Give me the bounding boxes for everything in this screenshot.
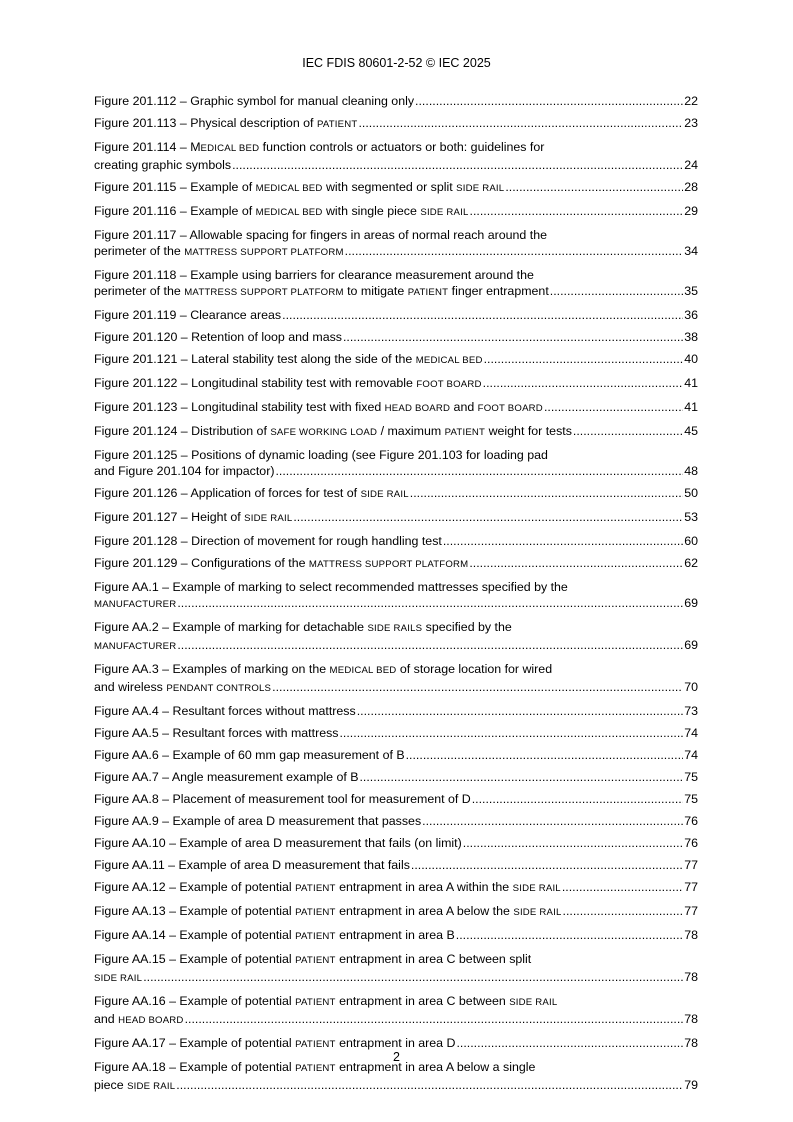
toc-entry-line (94, 267, 698, 283)
title-text: Figure AA.16 – Example of potential (94, 994, 296, 1008)
defined-term: PATIENT (407, 287, 449, 298)
defined-term: SIDE RAIL (94, 973, 143, 984)
toc-entry (94, 747, 698, 763)
title-text: Figure 201.123 – Longitudinal stability test with fixed (94, 400, 385, 414)
toc-page-number: 78 (684, 1036, 698, 1050)
title-text: to mitigate (343, 284, 408, 298)
dot-leader (232, 157, 683, 173)
title-text: entrapment in area D (335, 1036, 456, 1050)
toc-entry-title (94, 533, 442, 549)
dot-leader (339, 725, 683, 741)
toc-entry-title (94, 927, 455, 945)
toc-entry-line (94, 375, 698, 393)
toc-entry-line (94, 679, 698, 697)
title-text: Figure AA.3 – Examples of marking on the (94, 662, 330, 676)
defined-term: HEAD BOARD (384, 403, 451, 414)
dot-leader (443, 533, 683, 549)
defined-term: SIDE RAIL (512, 883, 561, 894)
toc-page-number: 41 (684, 376, 698, 390)
defined-term: PATIENT (295, 955, 336, 966)
toc-page-number: 41 (684, 400, 698, 414)
toc-entry-title (94, 399, 543, 417)
dot-leader (410, 485, 683, 501)
toc-entry (94, 555, 698, 573)
toc-entry-line (94, 555, 698, 573)
title-text: and wireless (94, 680, 167, 694)
toc-entry-title (94, 351, 483, 369)
toc-entry-line (94, 533, 698, 549)
title-text: function controls or actuators or both: guidelines for (259, 140, 545, 154)
title-text: entrapment in area C between split (335, 952, 532, 966)
dot-leader (185, 1011, 684, 1027)
defined-term: MEDICAL BED (329, 665, 397, 676)
toc-entry-title (94, 595, 176, 613)
defined-term: MEDICAL BED (255, 207, 323, 218)
defined-term: SIDE RAIL (456, 183, 505, 194)
toc-page-number: 34 (684, 244, 698, 258)
toc-entry-title (94, 268, 534, 282)
title-text: Figure 201.128 – Direction of movement for rough handling test (94, 534, 442, 548)
title-text: Figure AA.2 – Example of marking for detachable (94, 620, 368, 634)
defined-term: SIDE RAILS (367, 623, 423, 634)
toc-entry-title (94, 329, 342, 345)
toc-entry-line (94, 1077, 698, 1095)
toc-page-number: 77 (684, 904, 698, 918)
toc-page-number: 73 (684, 704, 698, 718)
toc-entry-title (94, 879, 561, 897)
toc-entry-line (94, 969, 698, 987)
toc-page-number: 78 (684, 1012, 698, 1026)
toc-entry-title (94, 994, 557, 1008)
toc-entry-title (94, 791, 471, 807)
toc-entry-line (94, 879, 698, 897)
defined-term: PATIENT (316, 119, 358, 130)
toc-entry-line (94, 993, 698, 1011)
toc-entry-line (94, 725, 698, 741)
title-text: weight for tests (485, 424, 572, 438)
toc-entry-title (94, 952, 531, 966)
toc-entry-line (94, 595, 698, 613)
toc-entry (94, 661, 698, 697)
defined-term: SIDE RAIL (513, 907, 562, 918)
title-text: Figure AA.10 – Example of area D measurement that fails (on limit) (94, 836, 462, 850)
toc-page-number: 77 (684, 880, 698, 894)
toc-entry (94, 399, 698, 417)
toc-entry (94, 179, 698, 197)
toc-entry (94, 703, 698, 719)
title-text: entrapment in area B (335, 928, 455, 942)
defined-term: PATIENT (295, 1063, 336, 1074)
toc-page-number: 28 (684, 180, 698, 194)
toc-entry-line (94, 903, 698, 921)
defined-term: SIDE RAIL (360, 489, 409, 500)
toc-entry (94, 93, 698, 109)
title-text: Figure 201.127 – Height of (94, 510, 245, 524)
title-text: and (94, 1012, 119, 1026)
page-header: IEC FDIS 80601-2-52 © IEC 2025 (302, 56, 491, 70)
toc-entry-title (94, 969, 142, 987)
toc-entry-line (94, 157, 698, 173)
title-text: Figure 201.117 – Allowable spacing for fingers in areas of normal reach around the (94, 228, 547, 242)
toc-entry (94, 375, 698, 393)
title-text: entrapment in area A below the (335, 904, 514, 918)
toc-entry-line (94, 813, 698, 829)
toc-entry-line (94, 951, 698, 969)
dot-leader (422, 813, 683, 829)
toc-entry-title (94, 307, 281, 323)
toc-entry-line (94, 791, 698, 807)
defined-term: PATIENT (295, 931, 336, 942)
defined-term: EDICAL BED (200, 143, 260, 154)
title-text: with segmented or split (322, 180, 457, 194)
toc-entry-title (94, 179, 504, 197)
defined-term: MANUFACTURER (94, 599, 177, 610)
toc-entry-line (94, 283, 698, 301)
toc-page-number: 29 (684, 204, 698, 218)
toc-entry (94, 857, 698, 873)
toc-entry-title (94, 620, 512, 634)
toc-entry (94, 579, 698, 613)
toc-entry (94, 769, 698, 785)
defined-term: MEDICAL BED (255, 183, 323, 194)
dot-leader (177, 595, 683, 611)
title-text: of storage location for wired (396, 662, 553, 676)
page-number: 2 (393, 1050, 400, 1064)
toc-entry-line (94, 1011, 698, 1029)
title-text: specified by the (422, 620, 512, 634)
toc-page-number: 75 (684, 770, 698, 784)
toc-entry (94, 879, 698, 897)
toc-entry-title (94, 140, 544, 154)
defined-term: SIDE RAIL (244, 513, 293, 524)
toc-entry-title (94, 813, 421, 829)
toc-entry (94, 813, 698, 829)
dot-leader (143, 969, 683, 985)
dot-leader (472, 791, 683, 807)
dot-leader (563, 903, 684, 919)
dot-leader (411, 857, 683, 873)
defined-term: SIDE RAIL (509, 997, 558, 1008)
toc-entry (94, 725, 698, 741)
title-text: Figure AA.6 – Example of 60 mm gap measurement of B (94, 748, 405, 762)
toc-entry (94, 307, 698, 323)
toc-entry-line (94, 139, 698, 157)
dot-leader (505, 179, 683, 195)
toc-page-number: 50 (684, 486, 698, 500)
defined-term: MATTRESS SUPPORT PLATFORM (184, 247, 344, 258)
title-text: Figure 201.114 – M (94, 140, 201, 154)
title-text: Figure 201.121 – Lateral stability test along the side of the (94, 352, 416, 366)
toc-entry (94, 351, 698, 369)
toc-entry-title (94, 903, 562, 921)
dot-leader (470, 203, 684, 219)
toc-entry-title (94, 1077, 175, 1095)
title-text: Figure AA.5 – Resultant forces with mattress (94, 726, 339, 740)
title-text: Figure AA.7 – Angle measurement example of B (94, 770, 359, 784)
dot-leader (358, 115, 683, 131)
toc-entry-title (94, 1011, 184, 1029)
toc-entry-line (94, 485, 698, 503)
toc-entry-title (94, 283, 549, 301)
toc-entry (94, 423, 698, 441)
dot-leader (282, 307, 683, 323)
title-text: Figure 201.113 – Physical description of (94, 116, 317, 130)
title-text: entrapment in area A below a single (335, 1060, 536, 1074)
defined-term: PENDANT CONTROLS (166, 683, 272, 694)
toc-entry-line (94, 399, 698, 417)
dot-leader (293, 509, 683, 525)
toc-entry-line (94, 115, 698, 133)
toc-entry (94, 927, 698, 945)
toc-entry (94, 329, 698, 345)
toc-page-number: 75 (684, 792, 698, 806)
toc-entry-title (94, 463, 274, 479)
toc-entry-title (94, 662, 552, 676)
title-text: Figure AA.14 – Example of potential (94, 928, 296, 942)
title-text: with single piece (322, 204, 421, 218)
defined-term: PATIENT (295, 907, 336, 918)
dot-leader (406, 747, 684, 763)
title-text: entrapment in area C between (335, 994, 510, 1008)
toc-entry-title (94, 375, 482, 393)
title-text: Figure 201.116 – Example of (94, 204, 256, 218)
dot-leader (550, 283, 683, 299)
toc-entry (94, 115, 698, 133)
dot-leader (562, 879, 683, 895)
toc-entry-title (94, 509, 292, 527)
toc-entry-line (94, 203, 698, 221)
toc-entry-line (94, 351, 698, 369)
toc-entry (94, 619, 698, 655)
toc-page-number: 60 (684, 534, 698, 548)
dot-leader (483, 375, 684, 391)
toc-entry (94, 509, 698, 527)
defined-term: MATTRESS SUPPORT PLATFORM (308, 559, 469, 570)
defined-term: MATTRESS SUPPORT PLATFORM (184, 287, 344, 298)
toc-entry-line (94, 835, 698, 851)
defined-term: FOOT BOARD (416, 379, 482, 390)
title-text: Figure 201.120 – Retention of loop and mass (94, 330, 342, 344)
toc-page-number: 22 (684, 94, 698, 108)
toc-page-number: 74 (684, 726, 698, 740)
title-text: creating graphic symbols (94, 158, 232, 172)
toc-entry-line (94, 93, 698, 109)
dot-leader (357, 703, 684, 719)
toc-entry-line (94, 509, 698, 527)
toc-entry (94, 835, 698, 851)
toc-page-number: 77 (684, 858, 698, 872)
toc-entry (94, 951, 698, 987)
title-text: Figure 201.118 – Example using barriers for clearance measurement around the (94, 268, 534, 282)
dot-leader (272, 679, 683, 695)
title-text: Figure 201.122 – Longitudinal stability test with removable (94, 376, 417, 390)
toc-entry-line (94, 619, 698, 637)
title-text: Figure AA.12 – Example of potential (94, 880, 296, 894)
toc-entry-line (94, 747, 698, 763)
title-text: Figure 201.129 – Configurations of the (94, 556, 309, 570)
toc-page-number: 24 (684, 158, 698, 172)
toc-entry-title (94, 725, 338, 741)
title-text: Figure AA.9 – Example of area D measurement that passes (94, 814, 422, 828)
dot-leader (343, 329, 683, 345)
dot-leader (275, 463, 683, 479)
title-text: Figure 201.119 – Clearance areas (94, 308, 282, 322)
toc-entry (94, 1059, 698, 1095)
toc-entry-line (94, 463, 698, 479)
title-text: and (450, 400, 478, 414)
dot-leader (456, 1035, 683, 1051)
dot-leader (176, 1077, 683, 1093)
toc-page-number: 23 (684, 116, 698, 130)
toc-entry-title (94, 637, 176, 655)
toc-entry-line (94, 703, 698, 719)
dot-leader (177, 637, 683, 653)
dot-leader (415, 93, 683, 109)
toc-entry-title (94, 769, 358, 785)
toc-entry-line (94, 857, 698, 873)
title-text: piece (94, 1078, 128, 1092)
list-of-figures (94, 93, 698, 1101)
defined-term: MEDICAL BED (415, 355, 483, 366)
defined-term: MANUFACTURER (94, 641, 177, 652)
toc-page-number: 69 (684, 638, 698, 652)
title-text: Figure 201.112 – Graphic symbol for manual cleaning only (94, 94, 415, 108)
toc-entry-title (94, 115, 357, 133)
toc-page-number: 69 (684, 596, 698, 610)
defined-term: SIDE RAIL (420, 207, 469, 218)
toc-entry-line (94, 447, 698, 463)
toc-page-number: 78 (684, 970, 698, 984)
dot-leader (469, 555, 683, 571)
title-text: Figure 201.124 – Distribution of (94, 424, 271, 438)
toc-entry-title (94, 228, 547, 242)
toc-entry-line (94, 329, 698, 345)
defined-term: PATIENT (444, 427, 486, 438)
defined-term: PATIENT (295, 1039, 336, 1050)
toc-entry (94, 203, 698, 221)
toc-entry-title (94, 157, 231, 173)
title-text: Figure AA.8 – Placement of measurement tool for measurement of D (94, 792, 471, 806)
toc-entry-title (94, 448, 548, 462)
toc-entry-title (94, 423, 572, 441)
dot-leader (456, 927, 683, 943)
toc-entry (94, 227, 698, 261)
title-text: Figure 201.125 – Positions of dynamic loading (see Figure 201.103 for loading pad (94, 448, 548, 462)
title-text: perimeter of the (94, 284, 185, 298)
title-text: Figure AA.4 – Resultant forces without mattress (94, 704, 356, 718)
toc-entry (94, 903, 698, 921)
toc-page-number: 62 (684, 556, 698, 570)
toc-entry-line (94, 227, 698, 243)
title-text: and Figure 201.104 for impactor) (94, 464, 275, 478)
toc-entry-title (94, 93, 414, 109)
title-text: Figure 201.126 – Application of forces for test of (94, 486, 361, 500)
toc-page-number: 79 (684, 1078, 698, 1092)
toc-entry-line (94, 179, 698, 197)
toc-page-number: 76 (684, 814, 698, 828)
toc-entry-title (94, 203, 469, 221)
toc-entry-title (94, 747, 405, 763)
dot-leader (359, 769, 683, 785)
title-text: Figure 201.115 – Example of (94, 180, 256, 194)
title-text: finger entrapment (448, 284, 549, 298)
toc-entry-title (94, 835, 462, 851)
defined-term: FOOT BOARD (477, 403, 543, 414)
toc-entry-title (94, 857, 410, 873)
toc-entry-line (94, 769, 698, 785)
toc-entry-title (94, 243, 344, 261)
toc-entry-line (94, 927, 698, 945)
dot-leader (345, 243, 684, 259)
toc-page-number: 78 (684, 928, 698, 942)
toc-entry-line (94, 661, 698, 679)
dot-leader (544, 399, 683, 415)
toc-entry (94, 791, 698, 807)
title-text: Figure AA.11 – Example of area D measurement that fails (94, 858, 410, 872)
toc-page-number: 76 (684, 836, 698, 850)
toc-entry-title (94, 580, 568, 594)
toc-entry-title (94, 555, 468, 573)
defined-term: PATIENT (295, 883, 336, 894)
defined-term: PATIENT (295, 997, 336, 1008)
toc-entry-title (94, 703, 356, 719)
toc-entry-line (94, 423, 698, 441)
toc-page-number: 74 (684, 748, 698, 762)
toc-page-number: 35 (684, 284, 698, 298)
title-text: Figure AA.1 – Example of marking to select recommended mattresses specified by the (94, 580, 568, 594)
toc-entry (94, 447, 698, 479)
toc-entry-title (94, 679, 271, 697)
defined-term: HEAD BOARD (118, 1015, 184, 1026)
title-text: Figure AA.18 – Example of potential (94, 1060, 296, 1074)
toc-entry-line (94, 579, 698, 595)
toc-page-number: 53 (684, 510, 698, 524)
toc-entry-line (94, 243, 698, 261)
toc-entry (94, 267, 698, 301)
title-text: Figure AA.15 – Example of potential (94, 952, 296, 966)
toc-page-number: 48 (684, 464, 698, 478)
dot-leader (463, 835, 683, 851)
title-text: entrapment in area A within the (335, 880, 513, 894)
toc-entry-title (94, 485, 409, 503)
toc-entry-line (94, 637, 698, 655)
toc-entry (94, 533, 698, 549)
title-text: Figure AA.17 – Example of potential (94, 1036, 296, 1050)
title-text: Figure AA.13 – Example of potential (94, 904, 296, 918)
toc-page-number: 40 (684, 352, 698, 366)
defined-term: SIDE RAIL (127, 1081, 176, 1092)
toc-page-number: 45 (684, 424, 698, 438)
toc-entry (94, 485, 698, 503)
toc-entry (94, 993, 698, 1029)
toc-page-number: 38 (684, 330, 698, 344)
title-text: / maximum (377, 424, 445, 438)
defined-term: SAFE WORKING LOAD (270, 427, 378, 438)
toc-page-number: 70 (684, 680, 698, 694)
toc-entry (94, 139, 698, 173)
dot-leader (484, 351, 684, 367)
toc-page-number: 36 (684, 308, 698, 322)
dot-leader (573, 423, 683, 439)
title-text: perimeter of the (94, 244, 185, 258)
toc-entry-line (94, 307, 698, 323)
